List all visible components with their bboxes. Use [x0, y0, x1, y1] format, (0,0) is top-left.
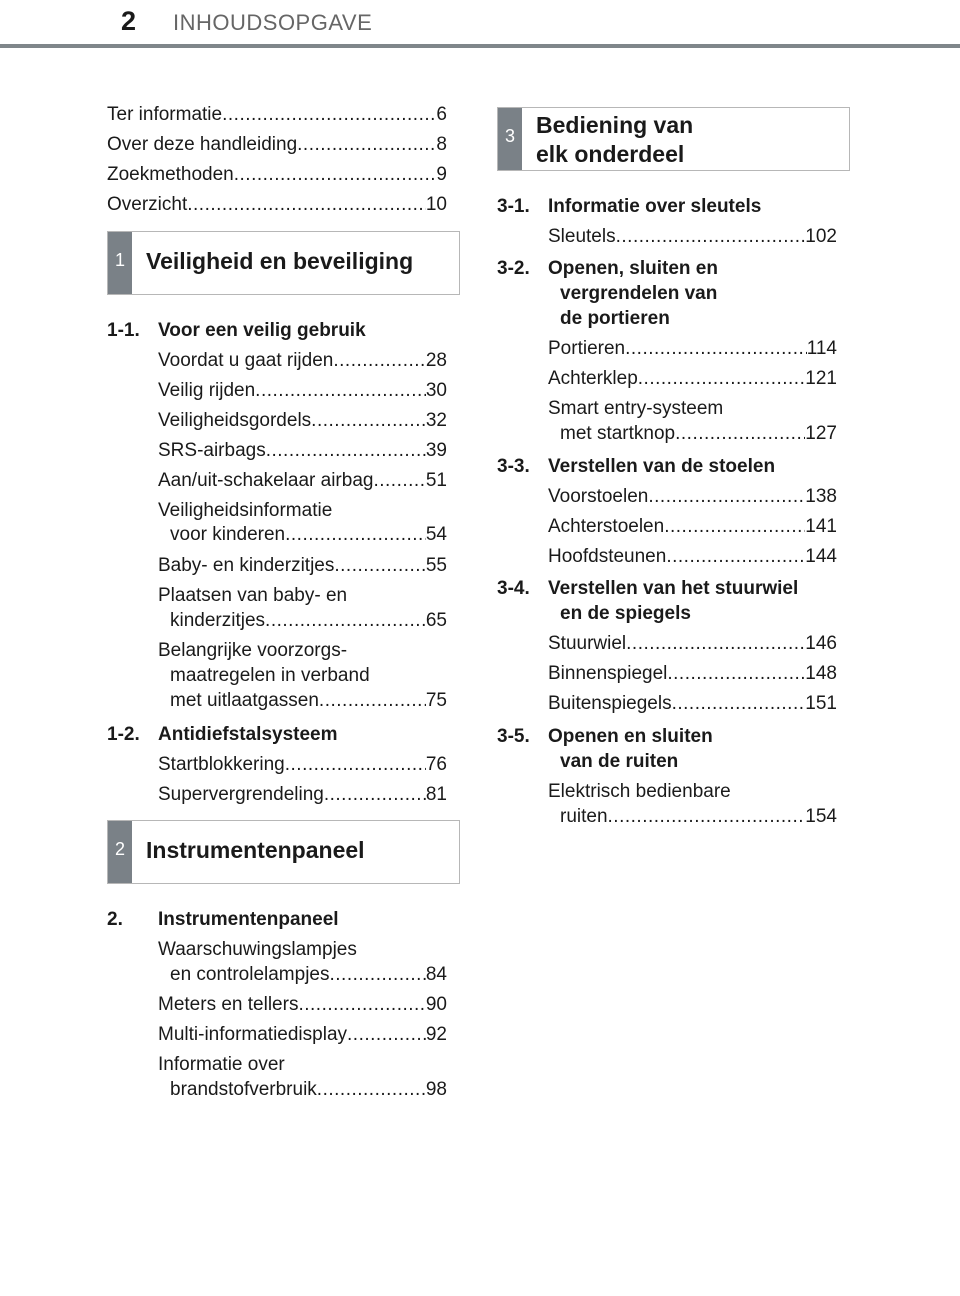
- toc-entry[interactable]: Hoofdsteunen ..... 144: [548, 544, 837, 570]
- entry-text: Overzicht: [107, 194, 188, 215]
- chapter-title-line-2: elk onderdeel: [536, 141, 685, 167]
- toc-entry-line[interactable]: maatregelen in verband: [170, 665, 370, 686]
- entry-page: 10: [425, 194, 447, 215]
- toc-entry-zoekmethoden[interactable]: [107, 162, 447, 188]
- toc-entry[interactable]: Veilig rijden ..... 30: [158, 378, 447, 404]
- toc-entry-line[interactable]: Elektrisch bedienbare: [548, 781, 731, 802]
- entry-page: 6: [436, 104, 447, 125]
- section-heading-3-4-line-2[interactable]: en de spiegels: [560, 603, 691, 624]
- toc-entry[interactable]: Startblokkering ..... 76: [158, 752, 447, 778]
- chapter-tab: 2: [108, 821, 132, 883]
- toc-entry[interactable]: met startknop ..... 127: [560, 421, 837, 447]
- toc-entry[interactable]: Buitenspiegels ..... 151: [548, 691, 837, 717]
- toc-entry-overzicht[interactable]: [107, 192, 447, 218]
- toc-entry-over-deze-handleiding[interactable]: [107, 132, 447, 158]
- toc-entry[interactable]: brandstofverbruik ..... 98: [170, 1077, 447, 1103]
- toc-entry[interactable]: ruiten ..... 154: [560, 804, 837, 830]
- toc-entry[interactable]: Aan/uit-schakelaar airbag ..... 51: [158, 468, 447, 494]
- toc-entry[interactable]: voor kinderen ..... 54: [170, 522, 447, 548]
- entry-text: Zoekmethoden: [107, 164, 234, 185]
- chapter-title: Instrumentenpaneel: [146, 837, 365, 863]
- toc-entry-line[interactable]: Informatie over: [158, 1054, 285, 1075]
- entry-page: 9: [436, 164, 447, 185]
- chapter-tab: 3: [498, 108, 522, 170]
- toc-entry[interactable]: Sleutels ..... 102: [548, 224, 837, 250]
- toc-entry[interactable]: kinderzitjes ..... 65: [170, 608, 447, 634]
- header-rule: [0, 44, 960, 48]
- page-header: [0, 0, 960, 48]
- section-heading-3-5-line-2[interactable]: van de ruiten: [560, 751, 679, 772]
- toc-entry[interactable]: Stuurwiel ..... 146: [548, 631, 837, 657]
- toc-entry-line[interactable]: Belangrijke voorzorgs-: [158, 640, 348, 661]
- section-heading-3-3[interactable]: 3-3. Verstellen van de stoelen: [497, 456, 776, 477]
- toc-entry[interactable]: Achterstoelen ..... 141: [548, 514, 837, 540]
- entry-text: Ter informatie: [107, 104, 223, 125]
- section-heading-3-2[interactable]: 3-2. Openen, sluiten en: [497, 258, 718, 279]
- section-heading-3-2-line-3[interactable]: de portieren: [560, 308, 670, 329]
- page-number: 2: [121, 6, 137, 36]
- toc-entry[interactable]: met uitlaatgassen ..... 75: [170, 688, 447, 714]
- toc-entry[interactable]: Meters en tellers ..... 90: [158, 992, 447, 1018]
- chapter-tab: 1: [108, 232, 132, 294]
- entry-page: 8: [436, 134, 447, 155]
- chapter-1-band[interactable]: [107, 231, 460, 295]
- toc-entry[interactable]: Portieren ..... 114: [548, 336, 837, 362]
- section-heading-3-5[interactable]: 3-5. Openen en sluiten: [497, 726, 713, 747]
- section-heading-2[interactable]: 2. Instrumentenpaneel: [107, 909, 339, 930]
- toc-entry[interactable]: Baby- en kinderzitjes ..... 55: [158, 553, 447, 579]
- chapter-3-band[interactable]: [497, 107, 850, 171]
- section-heading-1-1[interactable]: 1-1. Voor een veilig gebruik: [107, 320, 366, 341]
- toc-entry[interactable]: Binnenspiegel ..... 148: [548, 661, 837, 687]
- section-heading-3-4[interactable]: 3-4. Verstellen van het stuurwiel: [497, 578, 799, 599]
- toc-entry[interactable]: Multi-informatiedisplay ..... 92: [158, 1022, 447, 1048]
- chapter-title-line-1: Bediening van: [536, 112, 694, 138]
- toc-entry[interactable]: Voordat u gaat rijden ..... 28: [158, 348, 447, 374]
- section-heading-3-1[interactable]: 3-1. Informatie over sleutels: [497, 196, 762, 217]
- entry-text: Over deze handleiding: [107, 134, 298, 155]
- toc-entry[interactable]: en controlelampjes ..... 84: [170, 962, 447, 988]
- toc-entry-ter-informatie[interactable]: [107, 102, 447, 128]
- section-heading-1-2[interactable]: 1-2. Antidiefstalsysteem: [107, 724, 338, 745]
- toc-entry-line[interactable]: Veiligheidsinformatie: [158, 500, 333, 521]
- chapter-title: Veiligheid en beveiliging: [146, 248, 414, 274]
- header-title: INHOUDSOPGAVE: [173, 10, 373, 35]
- toc-entry[interactable]: Voorstoelen ..... 138: [548, 484, 837, 510]
- section-heading-3-2-line-2[interactable]: vergrendelen van: [560, 283, 718, 304]
- toc-entry[interactable]: Supervergrendeling ..... 81: [158, 782, 447, 808]
- toc-entry[interactable]: Veiligheidsgordels ..... 32: [158, 408, 447, 434]
- toc-entry-line[interactable]: Waarschuwingslampjes: [158, 939, 357, 960]
- toc-entry[interactable]: Achterklep ..... 121: [548, 366, 837, 392]
- toc-entry-line[interactable]: Plaatsen van baby- en: [158, 585, 348, 606]
- chapter-2-band[interactable]: [107, 820, 460, 884]
- toc-entry[interactable]: SRS-airbags ..... 39: [158, 438, 447, 464]
- toc-entry-line[interactable]: Smart entry-systeem: [548, 398, 724, 419]
